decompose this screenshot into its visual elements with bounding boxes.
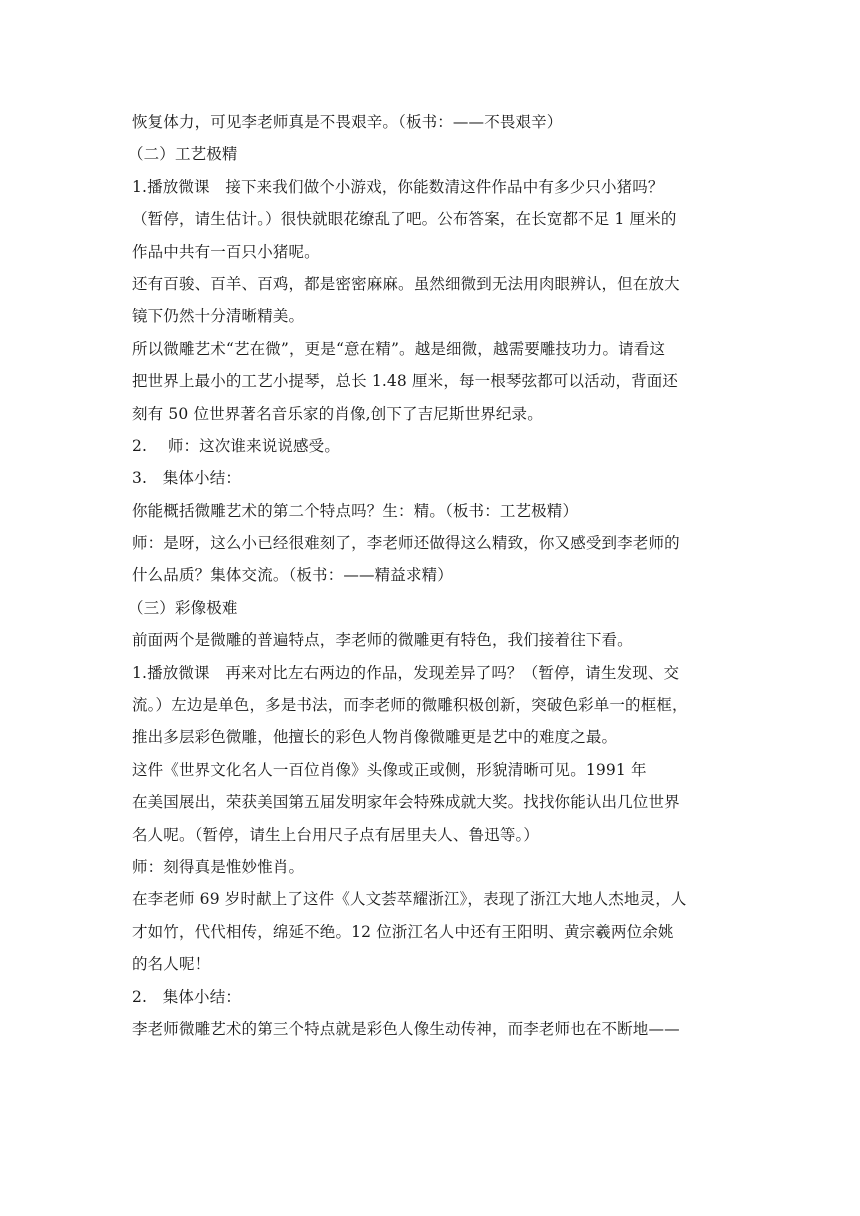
- paragraph-line: 这件《世界文化名人一百位肖像》头像或正或侧，形貌清晰可见。1991 年: [132, 760, 647, 779]
- paragraph-line: 什么品质？集体交流。（板书：——精益求精）: [132, 566, 453, 585]
- section-heading-craft: （二）工艺极精: [128, 145, 238, 164]
- paragraph-line: 所以微雕艺术“艺在微”，更是“意在精”。越是细微，越需要雕技功力。请看这: [132, 339, 666, 358]
- paragraph-line: （暂停，请生估计。）很快就眼花缭乱了吧。公布答案，在长宽都不足 1 厘米的: [132, 210, 677, 229]
- paragraph-line: 名人呢。（暂停，请生上台用尺子点有居里夫人、鲁迅等。）: [132, 825, 540, 844]
- paragraph-line: 镜下仍然十分清晰精美。: [132, 307, 305, 326]
- paragraph-line: 恢复体力，可见李老师真是不畏艰辛。（板书：——不畏艰辛）: [132, 113, 563, 131]
- paragraph-line: 师：刻得真是惟妙惟肖。: [132, 857, 305, 876]
- paragraph-line: 的名人呢！: [132, 955, 211, 974]
- paragraph-line: 李老师微雕艺术的第三个特点就是彩色人像生动传神，而李老师也在不断地——: [132, 1019, 680, 1038]
- paragraph-line: 刻有 50 位世界著名音乐家的肖像,创下了吉尼斯世界纪录。: [132, 404, 543, 423]
- paragraph-line: 2. 师：这次谁来说说感受。: [132, 436, 340, 455]
- paragraph-line: 推出多层彩色微雕，他擅长的彩色人物肖像微雕更是艺中的难度之最。: [132, 728, 618, 747]
- document-body: [128, 106, 738, 1045]
- paragraph-line: 你能概括微雕艺术的第二个特点吗？生：精。（板书：工艺极精）: [132, 501, 579, 520]
- paragraph-line: 前面两个是微雕的普遍特点，李老师的微雕更有特色，我们接着往下看。: [132, 631, 633, 650]
- paragraph-line: 师：是呀，这么小已经很难刻了，李老师还做得这么精致，你又感受到李老师的: [132, 534, 680, 553]
- paragraph-line: 3. 集体小结：: [132, 469, 241, 488]
- paragraph-line: 才如竹，代代相传，绵延不绝。12 位浙江名人中还有王阳明、黄宗羲两位余姚: [132, 922, 674, 941]
- paragraph-line: 流。）左边是单色，多是书法，而李老师的微雕积极创新，突破色彩单一的框框，: [132, 696, 688, 715]
- paragraph-line: 把世界上最小的工艺小提琴，总长 1.48 厘米，每一根琴弦都可以活动，背面还: [132, 372, 679, 391]
- paragraph-line: 还有百骏、百羊、百鸡，都是密密麻麻。虽然细微到无法用肉眼辨认，但在放大: [132, 274, 680, 293]
- paragraph-line: 1.播放微课 再来对比左右两边的作品，发现差异了吗？（暂停，请生发现、交: [132, 663, 680, 682]
- section-heading-color-portrait: （三）彩像极难: [128, 598, 238, 617]
- paragraph-line: 2. 集体小结：: [132, 987, 241, 1006]
- paragraph-line: 1.播放微课 接下来我们做个小游戏，你能数清这件作品中有多少只小猪吗？: [132, 177, 664, 196]
- paragraph-line: 在美国展出，荣获美国第五届发明家年会特殊成就大奖。找找你能认出几位世界: [132, 793, 680, 812]
- paragraph-line: 在李老师 69 岁时献上了这件《人文荟萃耀浙江》，表现了浙江大地人杰地灵，人: [132, 890, 687, 909]
- paragraph-line: 作品中共有一百只小猪呢。: [132, 242, 320, 261]
